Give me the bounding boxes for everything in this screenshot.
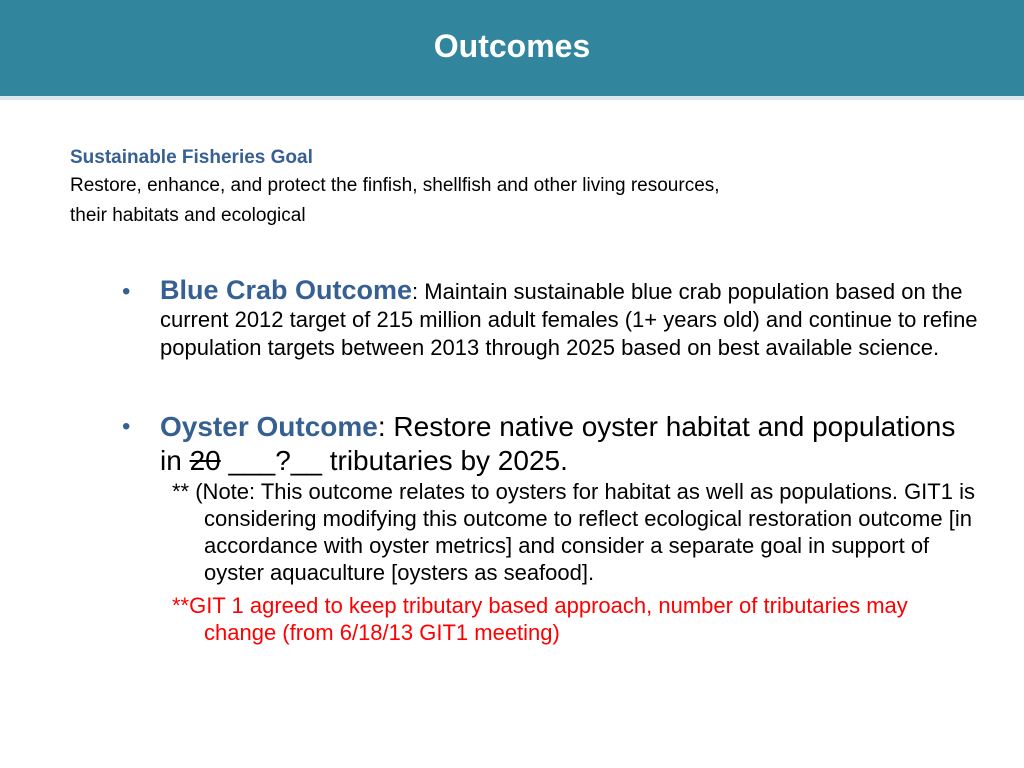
oyster-outcome-text: : Restore native oyster habitat and populations in <box>160 411 956 476</box>
goal-text-line-1: Restore, enhance, and protect the finfish, shellfish and other living resources, <box>70 175 720 196</box>
struck-tributary-count: 20 <box>189 445 221 476</box>
tributary-count-blank: ___?__ <box>228 445 322 476</box>
slide-header <box>0 0 1024 100</box>
bullet-icon: • <box>122 413 131 440</box>
goal-section <box>70 146 930 231</box>
slide-title: Outcomes <box>433 28 591 64</box>
oyster-note: ** (Note: This outcome relates to oysters for habitat as well as populations. GIT1 is considering modifying this outcome to reflect ecological restoration outcome [in accordance with oyster metrics] and consider a separate goal in support of oyster aquaculture [oysters as seafood]. <box>172 479 975 585</box>
oyster-note-red: **GIT 1 agreed to keep tributary based approach, number of tributaries may change (from 6/18/13 GIT1 meeting) <box>172 593 908 645</box>
oyster-outcome-text-end: tributaries by 2025. <box>321 445 568 476</box>
blue-crab-outcome-item <box>122 276 982 362</box>
blue-crab-outcome-text: : Maintain sustainable blue crab population based on the current 2012 target of 215 million adult females (1+ years old) and continue to refine population targets between 2013 through 2025 based on best available science. <box>160 279 978 360</box>
goal-text-line-2: their habitats and ecological <box>70 205 306 226</box>
outcomes-list <box>122 276 982 646</box>
blue-crab-outcome-title: Blue Crab Outcome <box>160 275 413 305</box>
oyster-outcome-title: Oyster Outcome <box>160 411 378 442</box>
oyster-outcome-item <box>122 410 982 478</box>
goal-title: Sustainable Fisheries Goal <box>70 147 313 168</box>
bullet-icon: • <box>122 278 131 305</box>
